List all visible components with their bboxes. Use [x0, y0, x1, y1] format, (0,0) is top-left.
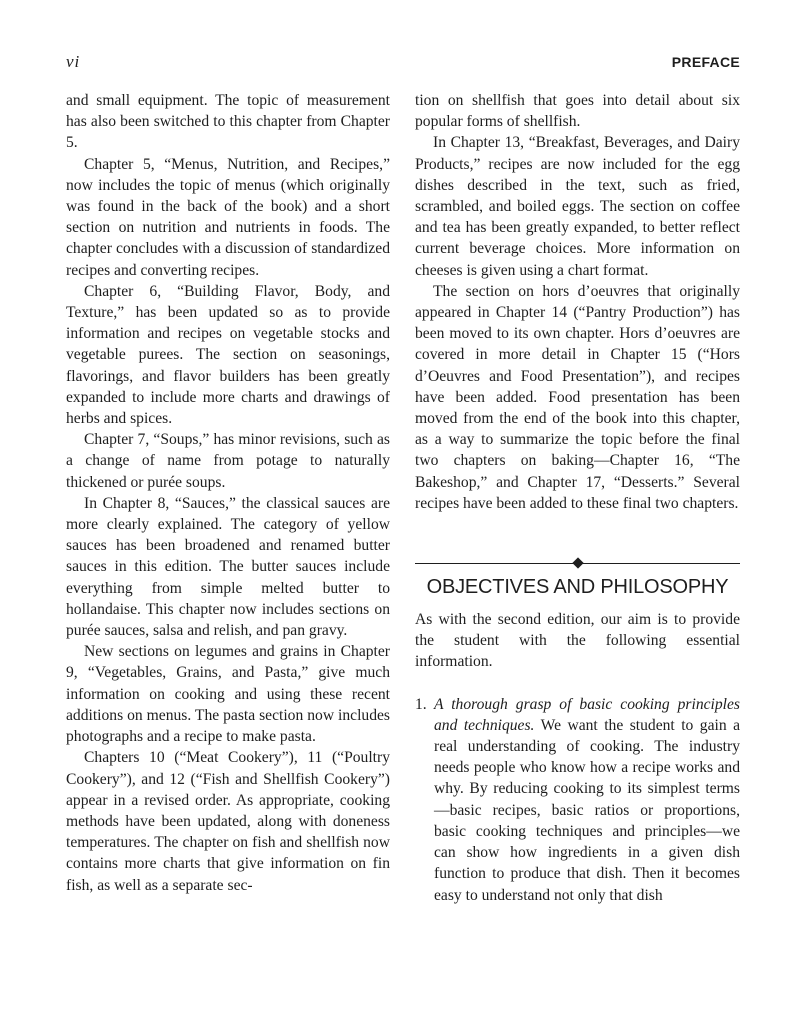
list-item-lead: A thorough grasp of basic cooking principles and techniques. [434, 695, 740, 734]
paragraph: In Chapter 8, “Sauces,” the classical sauces are more clearly explained. The category of yellow sauces has been broadened and renamed butter sauces in this edition. The butter sauces include everything from simple melted butter to hollandaise. This chapter now includes sections on purée sauces, salsa and relish, and pan gravy. [66, 494, 390, 640]
running-head [66, 52, 740, 76]
list-item-number: 1. [415, 695, 427, 713]
paragraph: and small equipment. The topic of measurement has also been switched to this chapter from Chapter 5. [66, 92, 390, 152]
running-head-section: PREFACE [671, 54, 740, 70]
paragraph: The section on hors d’oeuvres that originally appeared in Chapter 14 (“Pantry Production”) has been moved to its own chapter. Hors d’oeuvres are covered in more detail in Chapter 15 (“Hors d’Oeuvres and Food Presentation”), and recipes have been added. Food presentation has been moved from the end of the book into this chapter, as a way to summarize the topic before the final two chapters on baking—Chapter 16, “The Bakeshop,” and Chapter 17, “Desserts.” Several recipes have been added to these final two chapters. [415, 282, 740, 512]
paragraph: New sections on legumes and grains in Chapter 9, “Vegetables, Grains, and Pasta,” give much information on cooking and using these recent additions on menus. The pasta section now includes photographs and a recipe to make pasta. [66, 643, 390, 746]
section-intro: As with the second edition, our aim is to provide the student with the following essential information. [415, 611, 740, 671]
paragraph: tion on shellfish that goes into detail about six popular forms of shellfish. [415, 92, 740, 131]
paragraph: Chapter 5, “Menus, Nutrition, and Recipes,” now includes the topic of menus (which originally was found in the back of the book) and a short section on nutrition and nutrients in foods. The chapter concludes with a discussion of standardized recipes and converting recipes. [66, 155, 390, 279]
list-item-text: We want the student to gain a real understanding of cooking. The industry needs people who know how a recipe works and why. By reducing cooking to its simplest terms—basic recipes, basic ratios or proportions, basic cooking techniques and principles—we can show how ingredients in a given dish function to produce that dish. Then it becomes easy to understand not only that dish [434, 716, 741, 904]
divider-ornament-icon [572, 557, 583, 568]
paragraph: Chapter 6, “Building Flavor, Body, and Texture,” has been updated so as to provide information and recipes on vegetable stocks and vegetable purees. The section on seasonings, flavorings, and flavor builders has been greatly expanded to include more charts and drawings of herbs and spices. [66, 282, 390, 428]
paragraph: In Chapter 13, “Breakfast, Beverages, and Dairy Products,” recipes are now included for the egg dishes described in the text, such as fried, scrambled, and boiled eggs. The section on coffee and tea has been greatly expanded, to better reflect current beverage choices. More information on cheeses is given using a chart format. [415, 134, 740, 279]
page-number: vi [66, 52, 81, 71]
objectives-list [415, 694, 740, 906]
section-divider [415, 557, 740, 569]
section-heading: OBJECTIVES AND PHILOSOPHY [426, 576, 729, 599]
list-item [415, 694, 740, 906]
paragraph: Chapter 7, “Soups,” has minor revisions, such as a change of name from potage to naturally thickened or purée soups. [66, 431, 390, 491]
left-column [66, 90, 390, 896]
right-column [415, 90, 740, 906]
paragraph: Chapters 10 (“Meat Cookery”), 11 (“Poultry Cookery”), and 12 (“Fish and Shellfish Cookery”) appear in a revised order. As appropriate, cooking methods have been updated, along with doneness temperatures. The chapter on fish and shellfish now contains more charts that give information on fin fish, as well as a separate sec- [66, 749, 390, 894]
